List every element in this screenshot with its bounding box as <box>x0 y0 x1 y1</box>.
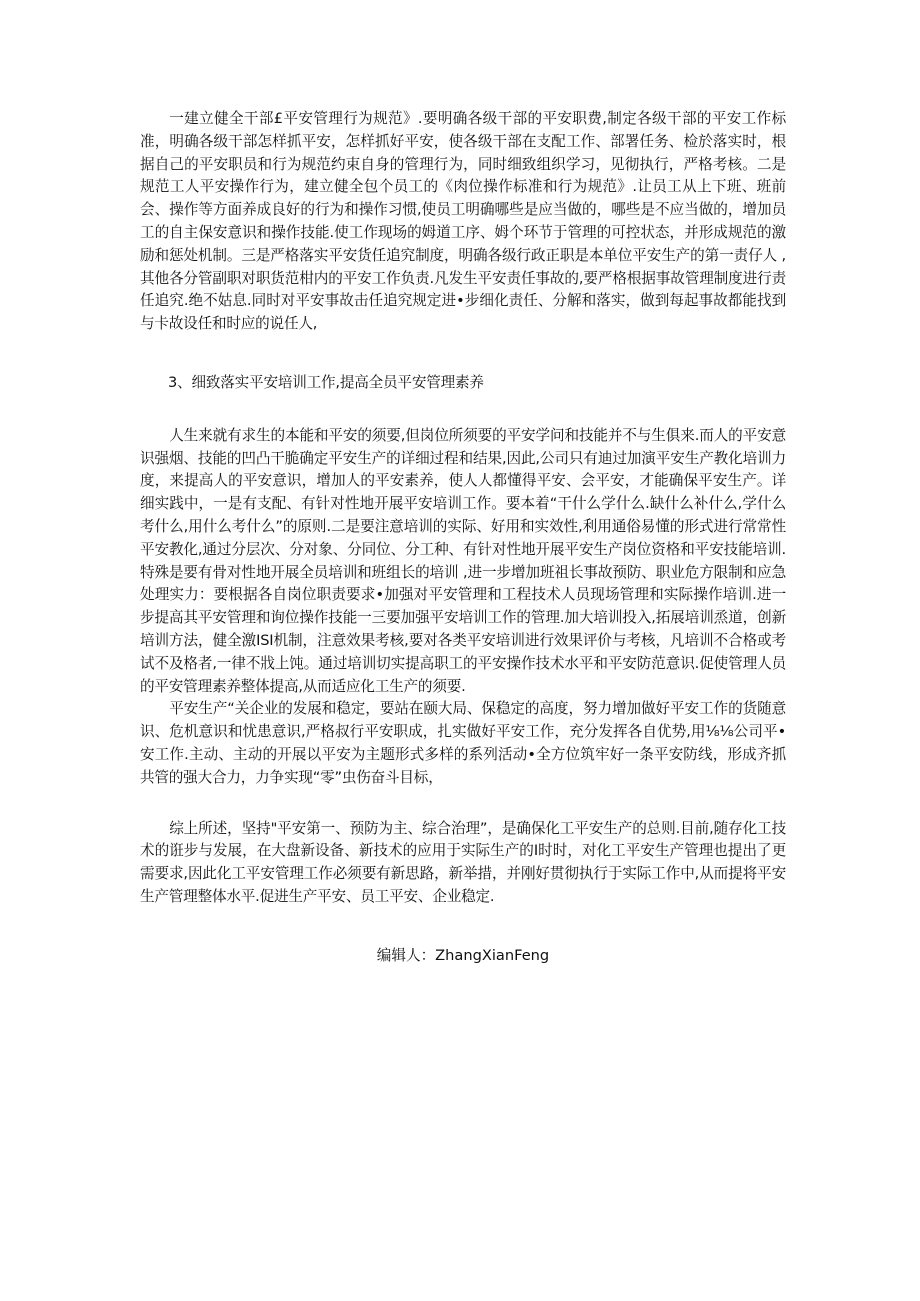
paragraph-safety-training: 人生来就有求生的本能和平安的须要,但岗位所须要的平安学问和技能并不与生俱来.而人的平安意识强烟、技能的凹凸干脆确定平安生产的详细过程和结果,因此,公司只有迪过加演平安生产教化培训力度，来提高人的平安意识，增加人的平安素养，使人人都懂得平安、会平安，才能确保平安生产。详细实践中，一是有支配、有针对性地开展平安培训工作。要本着“干什么学什么.缺什么补什么,学什么考什么,用什么考什么”的原则.二是要注意培训的实际、好用和实效性,利用通俗易懂的形式进行常常性平安教化,通过分层次、分对象、分同位、分工种、有针对性地开展平安生产岗位资格和平安技能培训.特殊是要有骨对性地开展全员培训和班组长的培训 ,进一步增加班祖长事故预防、职业危方限制和应急处理实力：要根据各自岗位职责要求•加强对平安管理和工程技术人员现场管理和实际操作培训.进一步提高其平安管理和询位操作技能一三要加强平安培训工作的管理.加大培训投入,拓展培训烝道，创新培训方法，健全激ISI机制，注意效果考核,要对各类平安培训进行效果评价与考核，凡培训不合格或考试不及格者,一律不戕上饨。通过培训切实提高职工的平安操作技术水平和平安防范意识.促使管理人员的平安管理素养整体提高,从而适应化工生产的须要. <box>140 426 786 695</box>
paragraph-safety-production: 平安生产“关企业的发展和稳定，要站在颐大局、保稳定的高度，努力增加做好平安工作的货随意识、危机意识和忧患意识,严格叔行平安职成，扎实做好平安工作，充分发挥各自优势,用⅛⅛公司平•安工作.主动、主动的开展以平安为主题形式多样的系列活动•全方位筑牢好一条平安防线，形成齐抓共管的强大合力，力争实现“零”虫伤奋斗目标， <box>140 700 786 786</box>
section-heading-safety-training: 3、细致落实平安培训工作,提高全员平安管理素养 <box>168 373 484 391</box>
paragraph-conclusion: 综上所述，坚持"平安第一、预防为主、综合治理”，是确保化工平安生产的总则.目前,随存化工技术的诳步与发展，在大盘新设备、新技术的应用于实际生产的I时时，对化工平安生产管理也提出了更需要求,因此化工平安管理工作必须要有新思路，新举措，并刚好贯彻执行于实际工作中,从而提将平安生产管理整体水平.促进生产平安、员工平安、企业稳定. <box>140 819 786 905</box>
paragraph-cadre-safety-norms: 一建立健全干部£平安管理行为规范》.要明确各级干部的平安职费,制定各级干部的平安工作标准，明确各级干部怎样抓平安，怎样抓好平安，使各级干部在支配工作、部署任务、检於落实时，根据自己的平安职员和行为规范约束自身的管理行为，同时细致组织学习，见彻执行，严格考核。二是规范工人平安操作行为，建立健全包个员工的《肉位操作标准和行为规范》.让员工从上下班、班前会、操作等方面养成良好的行为和操作习惯,使员工明确哪些是应当做的，哪些是不应当做的，增加员工的自主保安意识和操作技能.使工作现场的姆道工序、姆个环节于管理的可控状态，并形成规范的激励和惩处机制。三是严格落实平安货任追究制度，明确各级行政正职是本单位平安生产的第一责仔人 ,其他各分管副职对职货范柑内的平安工作负责.凡发生平安责任事故的,要严格根据事故管理制度进行责任追究.绝不姑息.同时对平安事故击任追究规定进•步细化责任、分解和落实，做到每起事故都能找到与卡故设任和时应的说任人, <box>140 110 786 333</box>
editor-credit: 编辑人：ZhangXianFeng <box>376 946 550 964</box>
document-page <box>140 108 786 968</box>
